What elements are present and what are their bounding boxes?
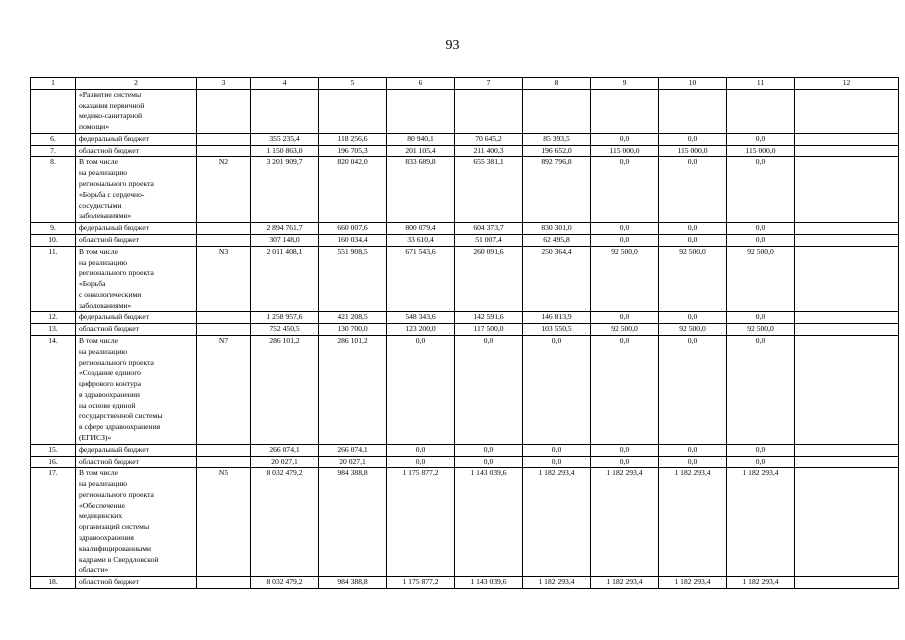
column-header-5: 5 — [319, 78, 387, 90]
value-cell: 0,0 — [727, 223, 795, 235]
value-cell: 92 500,0 — [591, 324, 659, 336]
value-cell: 92 500,0 — [659, 324, 727, 336]
table-row — [31, 89, 899, 133]
value-cell: 20 027,1 — [319, 456, 387, 468]
value-cell — [455, 89, 523, 133]
value-cell: 0,0 — [455, 335, 523, 444]
value-cell: 62 495,8 — [523, 234, 591, 246]
column-header-12: 12 — [795, 78, 899, 90]
project-code-cell — [197, 324, 251, 336]
value-cell: 1 182 293,4 — [659, 468, 727, 577]
row-label-cell: областной бюджет — [76, 577, 197, 589]
value-cell: 800 079,4 — [387, 223, 455, 235]
value-cell: 0,0 — [591, 133, 659, 145]
row-label-cell: В том числе на реализацию регионального проекта «Обеспечение медицинских организаций системы здравоохранения квалифицированными кадрами в Свердловской области» — [76, 468, 197, 577]
note-cell — [795, 444, 899, 456]
note-cell — [795, 223, 899, 235]
value-cell: 0,0 — [659, 335, 727, 444]
value-cell: 421 208,5 — [319, 312, 387, 324]
value-cell: 70 645,2 — [455, 133, 523, 145]
project-code-cell — [197, 133, 251, 145]
row-label-cell: федеральный бюджет — [76, 312, 197, 324]
table-row — [31, 246, 899, 312]
value-cell: 655 381,1 — [455, 157, 523, 223]
row-number-cell: 15. — [31, 444, 76, 456]
row-label-cell: «Развитие системы оказания первичной медико-санитарной помощи» — [76, 89, 197, 133]
row-label-cell: областной бюджет — [76, 456, 197, 468]
value-cell: 196 705,3 — [319, 145, 387, 157]
column-header-8: 8 — [523, 78, 591, 90]
value-cell: 80 940,1 — [387, 133, 455, 145]
value-cell: 551 908,5 — [319, 246, 387, 312]
value-cell: 0,0 — [727, 157, 795, 223]
table-row — [31, 157, 899, 223]
project-code-cell — [197, 234, 251, 246]
page-number: 93 — [445, 38, 460, 53]
project-code-cell — [197, 312, 251, 324]
note-cell — [795, 577, 899, 589]
value-cell: 1 143 039,6 — [455, 577, 523, 589]
value-cell: 33 610,4 — [387, 234, 455, 246]
table-row — [31, 577, 899, 589]
row-number-cell: 14. — [31, 335, 76, 444]
column-header-11: 11 — [727, 78, 795, 90]
table-row — [31, 468, 899, 577]
value-cell — [659, 89, 727, 133]
value-cell: 1 182 293,4 — [523, 577, 591, 589]
row-number-cell — [31, 89, 76, 133]
value-cell: 1 182 293,4 — [591, 468, 659, 577]
value-cell: 118 256,6 — [319, 133, 387, 145]
row-number-cell: 7. — [31, 145, 76, 157]
value-cell: 85 393,5 — [523, 133, 591, 145]
row-number-cell: 13. — [31, 324, 76, 336]
value-cell: 201 105,4 — [387, 145, 455, 157]
value-cell: 0,0 — [727, 456, 795, 468]
value-cell: 1 258 957,6 — [251, 312, 319, 324]
row-label-cell: федеральный бюджет — [76, 133, 197, 145]
value-cell: 117 500,0 — [455, 324, 523, 336]
note-cell — [795, 468, 899, 577]
value-cell: 355 235,4 — [251, 133, 319, 145]
project-code-cell — [197, 456, 251, 468]
row-number-cell: 11. — [31, 246, 76, 312]
value-cell: 1 182 293,4 — [523, 468, 591, 577]
value-cell: 0,0 — [387, 335, 455, 444]
value-cell: 0,0 — [387, 444, 455, 456]
value-cell: 0,0 — [727, 335, 795, 444]
value-cell: 0,0 — [591, 335, 659, 444]
value-cell: 8 032 479,2 — [251, 577, 319, 589]
value-cell: 1 182 293,4 — [727, 468, 795, 577]
project-code-cell — [197, 145, 251, 157]
value-cell: 1 182 293,4 — [727, 577, 795, 589]
value-cell: 92 500,0 — [727, 246, 795, 312]
column-header-7: 7 — [455, 78, 523, 90]
value-cell: 1 182 293,4 — [591, 577, 659, 589]
value-cell: 103 550,5 — [523, 324, 591, 336]
note-cell — [795, 157, 899, 223]
value-cell: 0,0 — [591, 456, 659, 468]
value-cell: 123 200,0 — [387, 324, 455, 336]
value-cell: 0,0 — [659, 456, 727, 468]
table-row — [31, 145, 899, 157]
row-label-cell: областной бюджет — [76, 234, 197, 246]
value-cell: 984 388,8 — [319, 577, 387, 589]
value-cell: 833 689,8 — [387, 157, 455, 223]
row-label-cell: федеральный бюджет — [76, 444, 197, 456]
value-cell: 196 652,0 — [523, 145, 591, 157]
project-code-cell: N7 — [197, 335, 251, 444]
value-cell: 548 343,6 — [387, 312, 455, 324]
row-number-cell: 17. — [31, 468, 76, 577]
value-cell: 1 175 877,2 — [387, 577, 455, 589]
value-cell: 892 796,8 — [523, 157, 591, 223]
value-cell: 604 373,7 — [455, 223, 523, 235]
value-cell: 820 042,0 — [319, 157, 387, 223]
value-cell: 115 000,0 — [727, 145, 795, 157]
value-cell: 0,0 — [659, 444, 727, 456]
value-cell: 286 101,2 — [319, 335, 387, 444]
note-cell — [795, 335, 899, 444]
column-header-6: 6 — [387, 78, 455, 90]
note-cell — [795, 133, 899, 145]
value-cell: 92 500,0 — [659, 246, 727, 312]
value-cell: 1 150 863,0 — [251, 145, 319, 157]
row-number-cell: 18. — [31, 577, 76, 589]
value-cell: 286 101,2 — [251, 335, 319, 444]
budget-table — [30, 77, 899, 589]
value-cell: 830 301,0 — [523, 223, 591, 235]
value-cell — [727, 89, 795, 133]
value-cell: 0,0 — [455, 444, 523, 456]
value-cell: 0,0 — [523, 444, 591, 456]
row-label-cell: областной бюджет — [76, 145, 197, 157]
value-cell — [319, 89, 387, 133]
value-cell: 0,0 — [591, 157, 659, 223]
value-cell: 0,0 — [455, 456, 523, 468]
value-cell: 0,0 — [659, 234, 727, 246]
value-cell: 0,0 — [523, 456, 591, 468]
column-header-10: 10 — [659, 78, 727, 90]
project-code-cell — [197, 577, 251, 589]
value-cell: 8 032 479,2 — [251, 468, 319, 577]
table-row — [31, 223, 899, 235]
value-cell: 0,0 — [591, 223, 659, 235]
note-cell — [795, 89, 899, 133]
value-cell: 51 007,4 — [455, 234, 523, 246]
row-number-cell: 9. — [31, 223, 76, 235]
project-code-cell — [197, 223, 251, 235]
row-number-cell: 16. — [31, 456, 76, 468]
value-cell: 211 400,3 — [455, 145, 523, 157]
value-cell: 0,0 — [727, 312, 795, 324]
note-cell — [795, 456, 899, 468]
row-label-cell: областной бюджет — [76, 324, 197, 336]
table-row — [31, 324, 899, 336]
table-row — [31, 444, 899, 456]
value-cell — [387, 89, 455, 133]
value-cell: 0,0 — [659, 157, 727, 223]
value-cell: 0,0 — [727, 234, 795, 246]
project-code-cell: N3 — [197, 246, 251, 312]
note-cell — [795, 246, 899, 312]
row-number-cell: 12. — [31, 312, 76, 324]
value-cell: 260 091,6 — [455, 246, 523, 312]
column-header-2: 2 — [76, 78, 197, 90]
value-cell: 0,0 — [727, 133, 795, 145]
table-body — [31, 89, 899, 588]
value-cell: 1 175 877,2 — [387, 468, 455, 577]
row-label-cell: В том числе на реализацию регионального проекта «Борьба с онкологическими заболеваниями» — [76, 246, 197, 312]
value-cell: 115 000,0 — [591, 145, 659, 157]
value-cell: 1 182 293,4 — [659, 577, 727, 589]
column-header-3: 3 — [197, 78, 251, 90]
value-cell: 130 700,0 — [319, 324, 387, 336]
value-cell: 0,0 — [659, 312, 727, 324]
row-label-cell: В том числе на реализацию регионального проекта «Борьба с сердечно- сосудистыми заболеваниями» — [76, 157, 197, 223]
table-row — [31, 133, 899, 145]
note-cell — [795, 234, 899, 246]
value-cell: 0,0 — [591, 444, 659, 456]
row-number-cell: 8. — [31, 157, 76, 223]
project-code-cell — [197, 89, 251, 133]
table-row — [31, 456, 899, 468]
project-code-cell: N5 — [197, 468, 251, 577]
value-cell: 660 007,6 — [319, 223, 387, 235]
value-cell: 92 500,0 — [591, 246, 659, 312]
column-header-9: 9 — [591, 78, 659, 90]
table-row — [31, 312, 899, 324]
column-header-1: 1 — [31, 78, 76, 90]
value-cell — [591, 89, 659, 133]
value-cell: 3 201 909,7 — [251, 157, 319, 223]
value-cell: 0,0 — [659, 133, 727, 145]
value-cell — [251, 89, 319, 133]
value-cell: 250 364,4 — [523, 246, 591, 312]
value-cell: 160 034,4 — [319, 234, 387, 246]
value-cell: 266 074,1 — [251, 444, 319, 456]
value-cell: 1 143 039,6 — [455, 468, 523, 577]
value-cell: 146 813,9 — [523, 312, 591, 324]
value-cell: 2 894 761,7 — [251, 223, 319, 235]
row-label-cell: В том числе на реализацию регионального проекта «Создание единого цифрового контура в здравоохранении на основе единой государственной системы в сфере здравоохранения (ЕГИСЗ)» — [76, 335, 197, 444]
note-cell — [795, 324, 899, 336]
value-cell: 671 543,6 — [387, 246, 455, 312]
value-cell: 984 388,8 — [319, 468, 387, 577]
value-cell: 20 027,1 — [251, 456, 319, 468]
value-cell: 752 450,5 — [251, 324, 319, 336]
value-cell: 307 148,0 — [251, 234, 319, 246]
note-cell — [795, 312, 899, 324]
table-row — [31, 335, 899, 444]
column-header-4: 4 — [251, 78, 319, 90]
value-cell: 0,0 — [523, 335, 591, 444]
value-cell: 142 591,6 — [455, 312, 523, 324]
value-cell: 0,0 — [591, 234, 659, 246]
row-number-cell: 6. — [31, 133, 76, 145]
note-cell — [795, 145, 899, 157]
value-cell: 0,0 — [727, 444, 795, 456]
value-cell: 266 074,1 — [319, 444, 387, 456]
value-cell: 2 011 408,1 — [251, 246, 319, 312]
table-header-row — [31, 78, 899, 90]
table-row — [31, 234, 899, 246]
value-cell: 0,0 — [387, 456, 455, 468]
row-label-cell: федеральный бюджет — [76, 223, 197, 235]
row-number-cell: 10. — [31, 234, 76, 246]
value-cell: 92 500,0 — [727, 324, 795, 336]
project-code-cell — [197, 444, 251, 456]
project-code-cell: N2 — [197, 157, 251, 223]
value-cell: 0,0 — [591, 312, 659, 324]
value-cell: 115 000,0 — [659, 145, 727, 157]
value-cell — [523, 89, 591, 133]
value-cell: 0,0 — [659, 223, 727, 235]
